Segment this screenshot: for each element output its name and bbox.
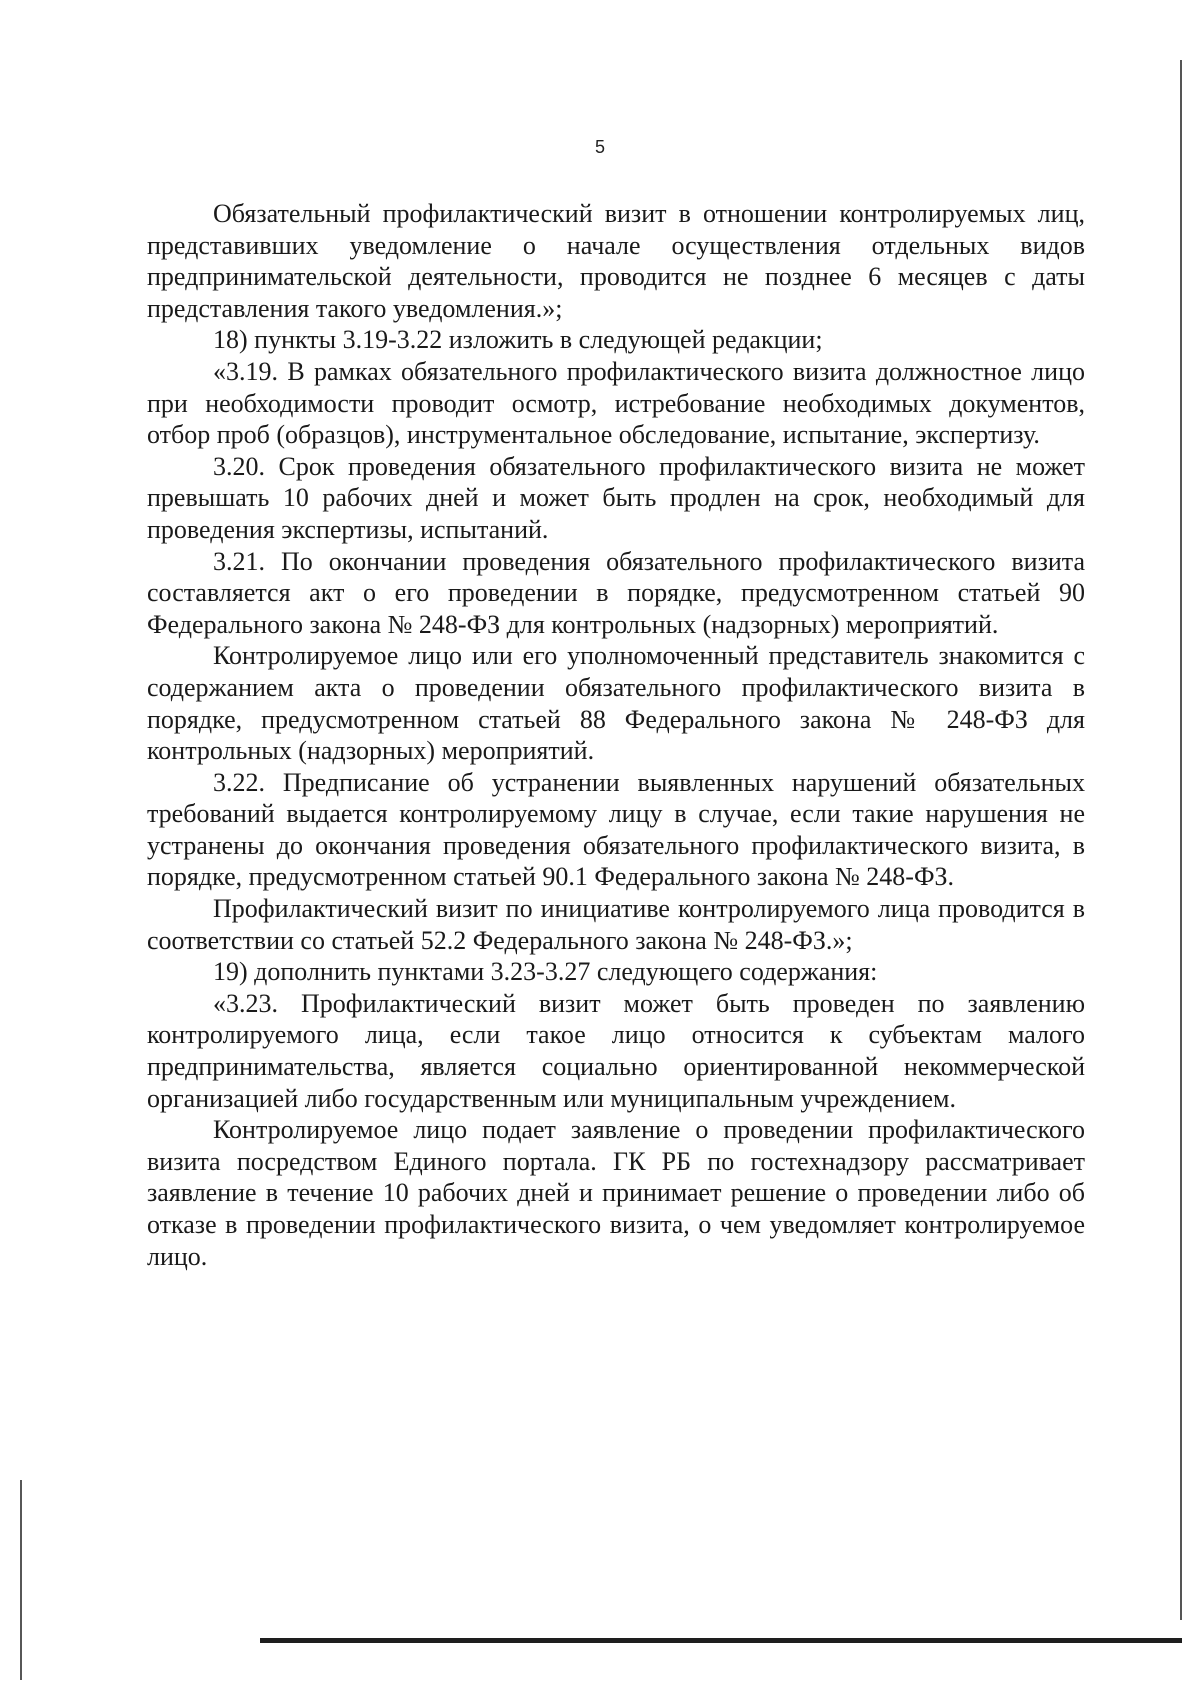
scan-edge-right [1180,60,1182,1620]
paragraph-3-20: 3.20. Срок проведения обязательного профилактического визита не может превышать 10 рабочих дней и может быть продлен на срок, необходимый для проведения экспертизы, испытаний. [147,451,1085,544]
paragraph-item-19: 19) дополнить пунктами 3.23-3.27 следующего содержания: [213,957,878,987]
paragraph-mandatory-visit-notice: Обязательный профилактический визит в отношении контролируемых лиц, представивших уведомление о начале осуществления отдельных видов предпринимательской деятельности, проводится не позднее 6 месяцев с даты представления такого уведомления.»; [147,199,1085,323]
scan-edge-left [20,1480,22,1680]
paragraph-act-familiarization: Контролируемое лицо или его уполномоченный представитель знакомится с содержанием акта о проведении обязательного профилактического визита в порядке, предусмотренном статьей 88 Федерального закона № 248-ФЗ для контрольных (надзорных) мероприятий. [147,641,1085,766]
paragraph-3-19: «3.19. В рамках обязательного профилактического визита должностное лицо при необходимости проводит осмотр, истребование необходимых документов, отбор проб (образцов), инструментальное обследование, испытание, экспертизу. [147,356,1085,450]
scan-edge-bottom [260,1638,1182,1643]
page-number: 5 [594,137,605,157]
paragraph-3-21: 3.21. По окончании проведения обязательного профилактического визита составляется акт о его проведении в порядке, предусмотренном статьей 90 Федерального закона № 248-ФЗ для контрольных (надзорных) мероприятий. [147,546,1085,639]
paragraph-item-18: 18) пункты 3.19-3.22 изложить в следующей редакции; [213,325,823,355]
paragraph-3-22: 3.22. Предписание об устранении выявленных нарушений обязательных требований выдается контролируемому лицу в случае, если такие нарушения не устранены до окончания проведения обязательного профилактического визита, в порядке, предусмотренном статьей 90.1 Федерального закона № 248-ФЗ. [147,767,1085,892]
document-body [147,198,1085,1272]
paragraph-initiative-visit: Профилактический визит по инициативе контролируемого лица проводится в соответствии со статьей 52.2 Федерального закона № 248-ФЗ.»; [147,894,1085,955]
paragraph-3-23: «3.23. Профилактический визит может быть проведен по заявлению контролируемого лица, если такое лицо относится к субъектам малого предпринимательства, является социально ориентированной некоммерческой организацией либо государственным или муниципальным учреждением. [147,988,1085,1113]
paragraph-application-submission: Контролируемое лицо подает заявление о проведении профилактического визита посредством Единого портала. ГК РБ по гостехнадзору рассматривает заявление в течение 10 рабочих дней и принимает решение о проведении либо об отказе в проведении профилактического визита, о чем уведомляет контролируемое лицо. [147,1115,1085,1271]
